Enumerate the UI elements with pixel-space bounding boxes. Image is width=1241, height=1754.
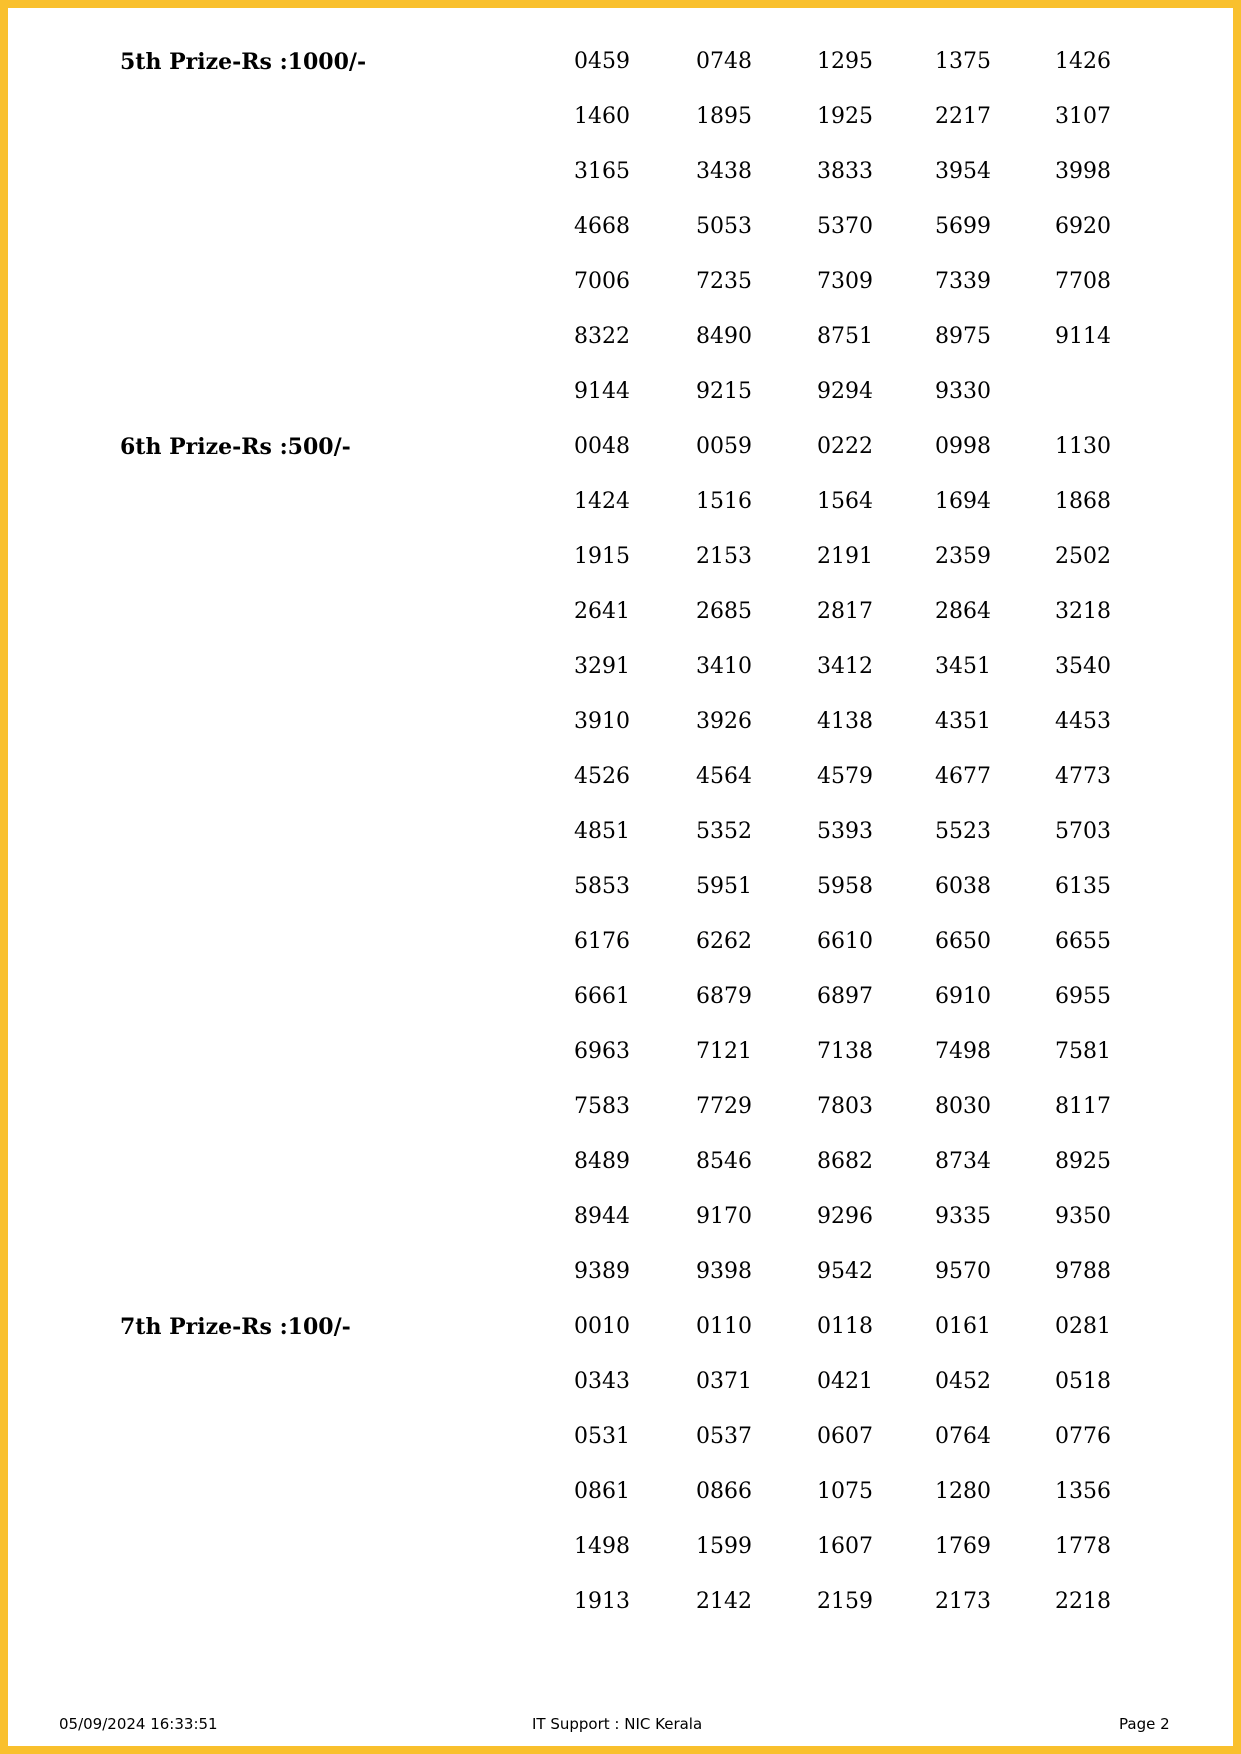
winning-number: 9170 (696, 1204, 752, 1229)
winning-number: 8546 (696, 1149, 752, 1174)
winning-number: 0010 (574, 1314, 630, 1339)
winning-number: 6650 (935, 929, 991, 954)
winning-number: 1868 (1055, 489, 1111, 514)
winning-number: 0048 (574, 434, 630, 459)
footer-support: IT Support : NIC Kerala (532, 1715, 703, 1733)
winning-number: 6176 (574, 929, 630, 954)
winning-number: 0161 (935, 1314, 991, 1339)
winning-number: 1280 (935, 1479, 991, 1504)
winning-number: 0059 (696, 434, 752, 459)
prize-heading: 7th Prize-Rs :100/- (120, 1314, 351, 1340)
winning-number: 8322 (574, 324, 630, 349)
winning-number: 0531 (574, 1424, 630, 1449)
winning-number: 2685 (696, 599, 752, 624)
winning-number: 6910 (935, 984, 991, 1009)
winning-number: 9398 (696, 1259, 752, 1284)
winning-number: 3410 (696, 654, 752, 679)
winning-number: 2191 (817, 544, 873, 569)
winning-number: 1460 (574, 104, 630, 129)
winning-number: 2217 (935, 104, 991, 129)
winning-number: 8751 (817, 324, 873, 349)
winning-number: 6963 (574, 1039, 630, 1064)
winning-number: 3540 (1055, 654, 1111, 679)
winning-number: 2817 (817, 599, 873, 624)
winning-number: 3438 (696, 159, 752, 184)
winning-number: 9542 (817, 1259, 873, 1284)
winning-number: 5951 (696, 874, 752, 899)
winning-number: 4453 (1055, 709, 1111, 734)
winning-number: 5053 (696, 214, 752, 239)
winning-number: 2359 (935, 544, 991, 569)
winning-number: 0607 (817, 1424, 873, 1449)
winning-number: 0118 (817, 1314, 873, 1339)
winning-number: 7121 (696, 1039, 752, 1064)
winning-number: 8682 (817, 1149, 873, 1174)
winning-number: 5958 (817, 874, 873, 899)
winning-number: 0866 (696, 1479, 752, 1504)
winning-number: 1375 (935, 49, 991, 74)
winning-number: 2142 (696, 1589, 752, 1614)
winning-number: 0764 (935, 1424, 991, 1449)
winning-number: 0776 (1055, 1424, 1111, 1449)
winning-number: 0110 (696, 1314, 752, 1339)
winning-number: 1913 (574, 1589, 630, 1614)
winning-number: 3998 (1055, 159, 1111, 184)
winning-number: 0222 (817, 434, 873, 459)
winning-number: 6661 (574, 984, 630, 1009)
winning-number: 9389 (574, 1259, 630, 1284)
winning-number: 1915 (574, 544, 630, 569)
winning-number: 7708 (1055, 269, 1111, 294)
winning-number: 1925 (817, 104, 873, 129)
prize-heading: 6th Prize-Rs :500/- (120, 434, 351, 460)
winning-number: 2218 (1055, 1589, 1111, 1614)
winning-number: 1130 (1055, 434, 1111, 459)
winning-number: 9296 (817, 1204, 873, 1229)
winning-number: 6897 (817, 984, 873, 1009)
winning-number: 6610 (817, 929, 873, 954)
winning-number: 3218 (1055, 599, 1111, 624)
winning-number: 2641 (574, 599, 630, 624)
winning-number: 3451 (935, 654, 991, 679)
winning-number: 1295 (817, 49, 873, 74)
winning-number: 7498 (935, 1039, 991, 1064)
winning-number: 6920 (1055, 214, 1111, 239)
winning-number: 9335 (935, 1204, 991, 1229)
winning-number: 4138 (817, 709, 873, 734)
winning-number: 1694 (935, 489, 991, 514)
winning-number: 4851 (574, 819, 630, 844)
winning-number: 0421 (817, 1369, 873, 1394)
winning-number: 7006 (574, 269, 630, 294)
winning-number: 5699 (935, 214, 991, 239)
winning-number: 1075 (817, 1479, 873, 1504)
winning-number: 0861 (574, 1479, 630, 1504)
winning-number: 1426 (1055, 49, 1111, 74)
winning-number: 5393 (817, 819, 873, 844)
winning-number: 3910 (574, 709, 630, 734)
winning-number: 7339 (935, 269, 991, 294)
winning-number: 9350 (1055, 1204, 1111, 1229)
winning-number: 3926 (696, 709, 752, 734)
winning-number: 0518 (1055, 1369, 1111, 1394)
winning-number: 0281 (1055, 1314, 1111, 1339)
winning-number: 9330 (935, 379, 991, 404)
winning-number: 9215 (696, 379, 752, 404)
winning-number: 9294 (817, 379, 873, 404)
winning-number: 4773 (1055, 764, 1111, 789)
winning-number: 0537 (696, 1424, 752, 1449)
winning-number: 6135 (1055, 874, 1111, 899)
winning-number: 7235 (696, 269, 752, 294)
winning-number: 8490 (696, 324, 752, 349)
winning-number: 7729 (696, 1094, 752, 1119)
winning-number: 4579 (817, 764, 873, 789)
winning-number: 8944 (574, 1204, 630, 1229)
winning-number: 4526 (574, 764, 630, 789)
winning-number: 9144 (574, 379, 630, 404)
winning-number: 6955 (1055, 984, 1111, 1009)
footer-timestamp: 05/09/2024 16:33:51 (59, 1715, 218, 1733)
prize-heading: 5th Prize-Rs :1000/- (120, 49, 367, 75)
winning-number: 3291 (574, 654, 630, 679)
winning-number: 9570 (935, 1259, 991, 1284)
winning-number: 9788 (1055, 1259, 1111, 1284)
winning-number: 3165 (574, 159, 630, 184)
winning-number: 2502 (1055, 544, 1111, 569)
winning-number: 7803 (817, 1094, 873, 1119)
winning-number: 1778 (1055, 1534, 1111, 1559)
winning-number: 5370 (817, 214, 873, 239)
winning-number: 4677 (935, 764, 991, 789)
winning-number: 5853 (574, 874, 630, 899)
winning-number: 8975 (935, 324, 991, 349)
winning-number: 6038 (935, 874, 991, 899)
winning-number: 8030 (935, 1094, 991, 1119)
winning-number: 1356 (1055, 1479, 1111, 1504)
winning-number: 0459 (574, 49, 630, 74)
winning-number: 5703 (1055, 819, 1111, 844)
winning-number: 2159 (817, 1589, 873, 1614)
winning-number: 5523 (935, 819, 991, 844)
winning-number: 0748 (696, 49, 752, 74)
winning-number: 2173 (935, 1589, 991, 1614)
winning-number: 8489 (574, 1149, 630, 1174)
winning-number: 1769 (935, 1534, 991, 1559)
winning-number: 1564 (817, 489, 873, 514)
winning-number: 6655 (1055, 929, 1111, 954)
winning-number: 7309 (817, 269, 873, 294)
winning-number: 7581 (1055, 1039, 1111, 1064)
winning-number: 1599 (696, 1534, 752, 1559)
winning-number: 1424 (574, 489, 630, 514)
winning-number: 0452 (935, 1369, 991, 1394)
winning-number: 3107 (1055, 104, 1111, 129)
winning-number: 6879 (696, 984, 752, 1009)
winning-number: 0343 (574, 1369, 630, 1394)
winning-number: 0998 (935, 434, 991, 459)
winning-number: 6262 (696, 929, 752, 954)
winning-number: 4668 (574, 214, 630, 239)
winning-number: 4564 (696, 764, 752, 789)
winning-number: 0371 (696, 1369, 752, 1394)
winning-number: 2153 (696, 544, 752, 569)
winning-number: 8925 (1055, 1149, 1111, 1174)
winning-number: 1895 (696, 104, 752, 129)
winning-number: 3412 (817, 654, 873, 679)
footer-page-number: Page 2 (1119, 1715, 1170, 1733)
winning-number: 2864 (935, 599, 991, 624)
winning-number: 7138 (817, 1039, 873, 1064)
winning-number: 1498 (574, 1534, 630, 1559)
winning-number: 9114 (1055, 324, 1111, 349)
winning-number: 5352 (696, 819, 752, 844)
winning-number: 1607 (817, 1534, 873, 1559)
winning-number: 4351 (935, 709, 991, 734)
winning-number: 8117 (1055, 1094, 1111, 1119)
winning-number: 3954 (935, 159, 991, 184)
winning-number: 7583 (574, 1094, 630, 1119)
winning-number: 8734 (935, 1149, 991, 1174)
winning-number: 3833 (817, 159, 873, 184)
winning-number: 1516 (696, 489, 752, 514)
